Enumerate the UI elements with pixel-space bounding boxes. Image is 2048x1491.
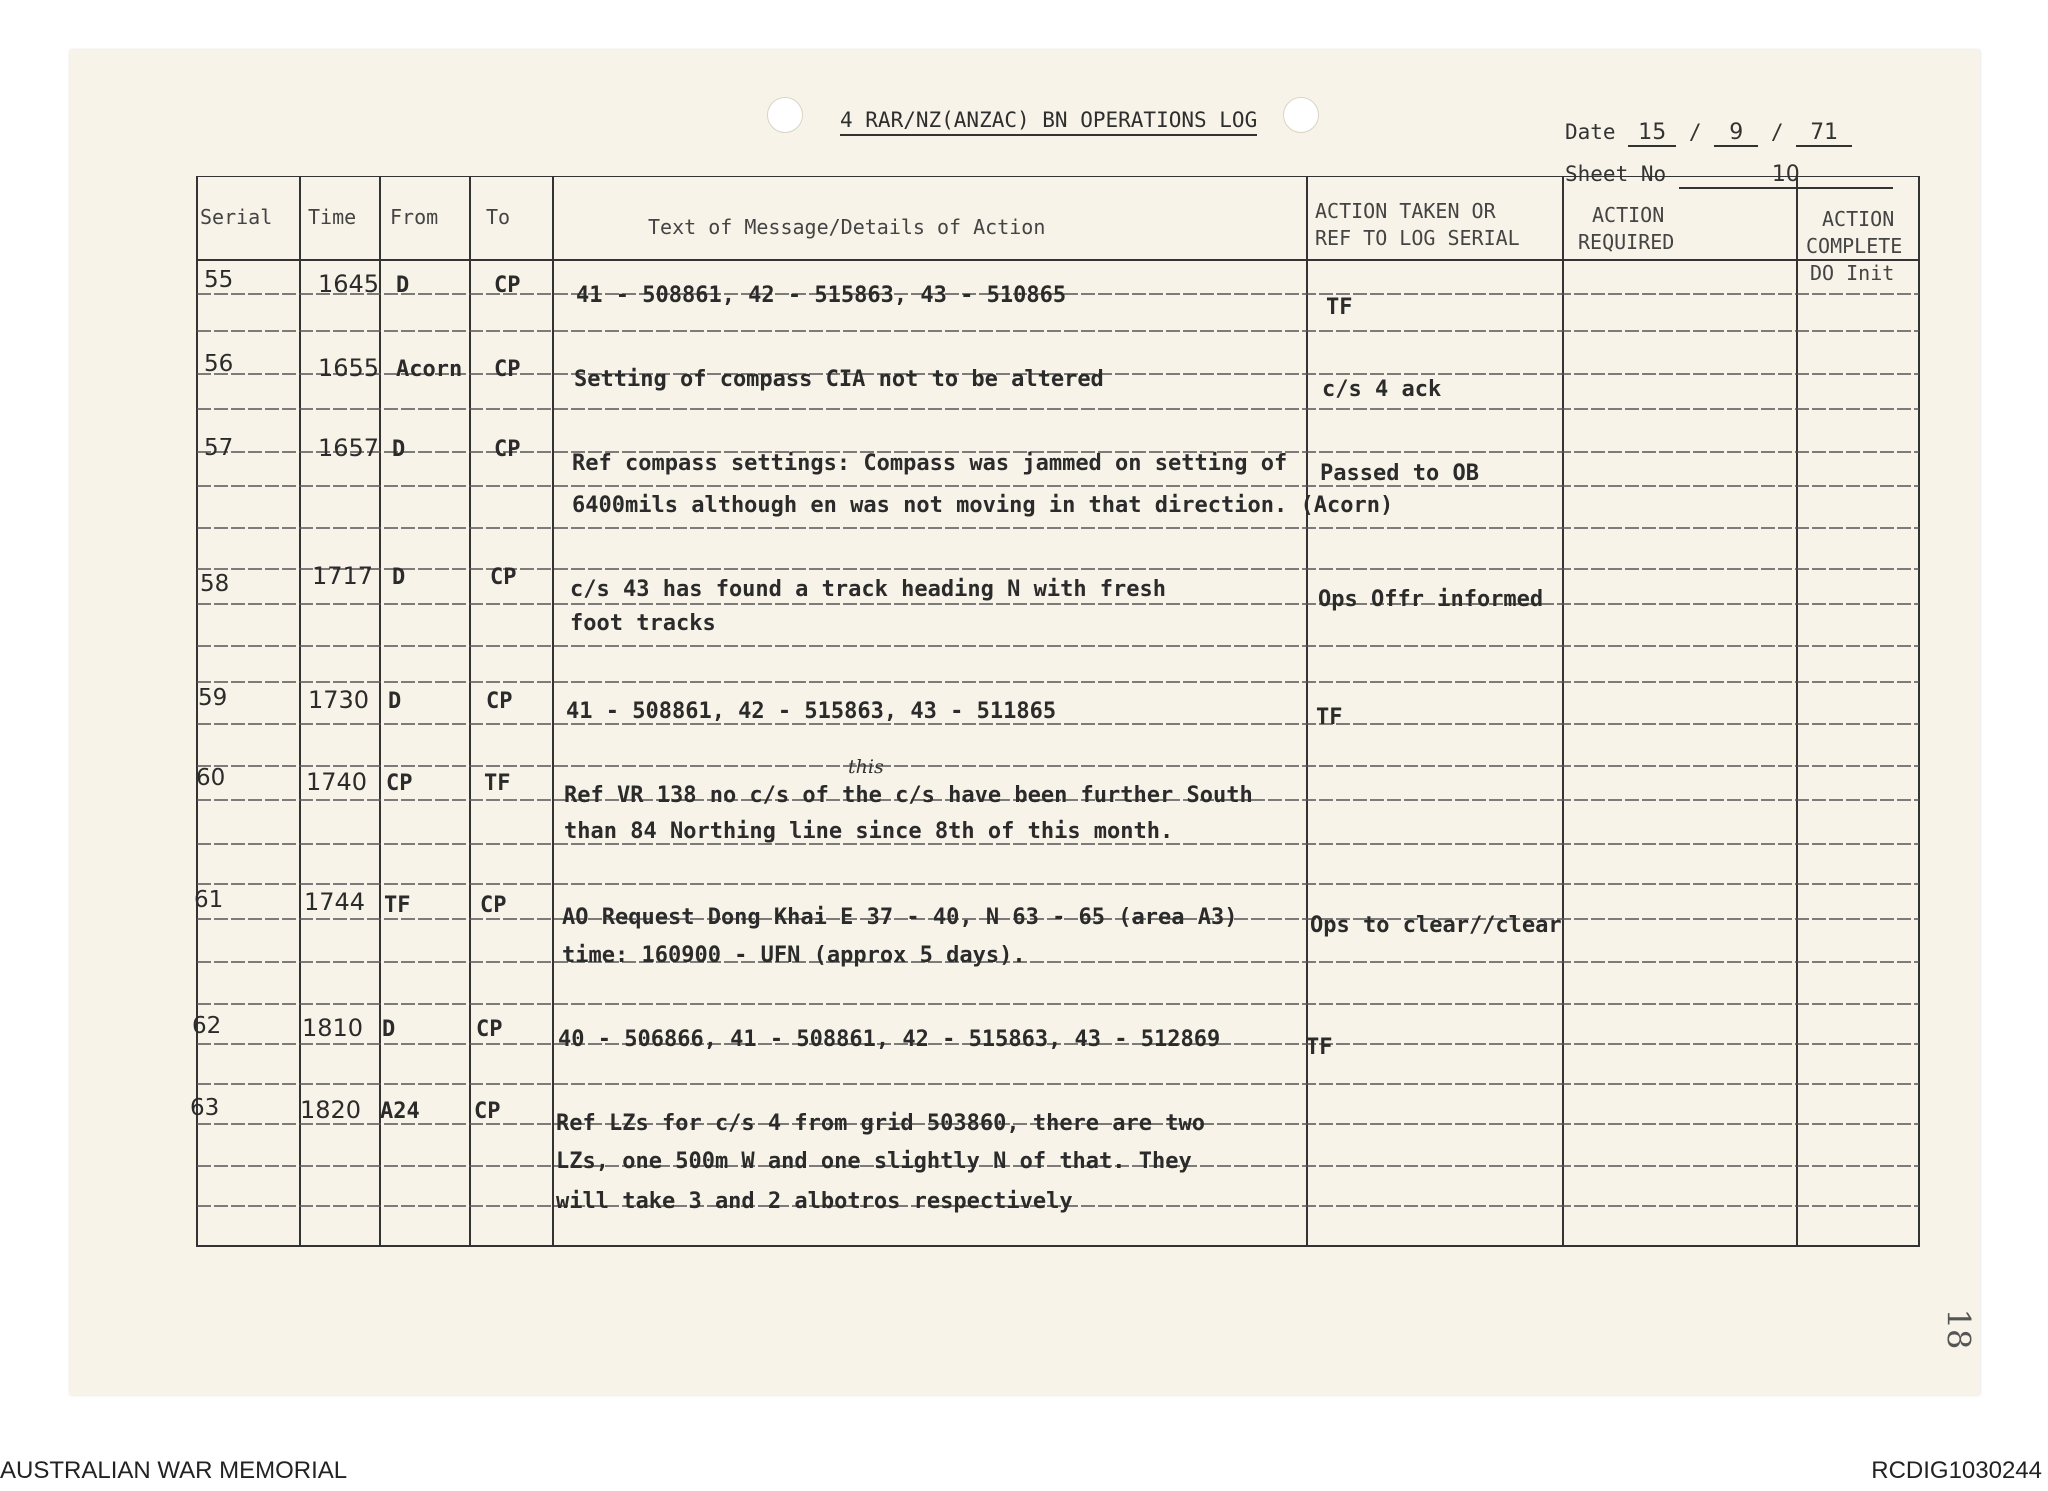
row-from: Acorn: [396, 357, 463, 382]
date-year: 71: [1796, 120, 1852, 147]
row-time: 1810: [302, 1014, 364, 1042]
row-text-line: c/s 43 has found a track heading N with fresh: [570, 577, 1167, 602]
row-text-line: Ref LZs for c/s 4 from grid 503860, there are two: [556, 1111, 1206, 1136]
row-serial: 58: [200, 571, 230, 597]
row-to: CP: [476, 1017, 503, 1042]
row-to: CP: [486, 689, 513, 714]
row-text-line: will take 3 and 2 albotros respectively: [556, 1189, 1073, 1214]
log-title: 4 RAR/NZ(ANZAC) BN OPERATIONS LOG: [840, 108, 1257, 136]
row-action: TF: [1306, 1035, 1333, 1060]
row-time: 1655: [318, 354, 380, 382]
row-time: 1657: [318, 434, 380, 462]
row-from: CP: [386, 771, 413, 796]
row-to: CP: [490, 565, 517, 590]
row-action: Ops Offr informed: [1318, 587, 1544, 612]
col-header-action-taken-line1: ACTION TAKEN OR: [1315, 199, 1496, 223]
row-to: TF: [484, 771, 511, 796]
date-day: 15: [1628, 120, 1676, 147]
col-header-action-complete-line3: DO Init: [1810, 261, 1895, 285]
col-header-from: From: [390, 205, 439, 229]
row-text-line: LZs, one 500m W and one slightly N of that. They: [556, 1149, 1192, 1174]
date-sep-1: /: [1688, 120, 1702, 144]
col-header-action-complete-line1: ACTION: [1822, 207, 1895, 231]
row-from: D: [396, 273, 410, 298]
row-serial: 61: [194, 887, 224, 913]
handwritten-overwrite: this: [848, 756, 884, 778]
row-text-line: 41 - 508861, 42 - 515863, 43 - 511865: [566, 699, 1057, 724]
col-header-time: Time: [308, 205, 357, 229]
sheet-number: 10: [1679, 162, 1893, 189]
row-text-line: Ref VR 138 no c/s of the c/s have been further South: [564, 783, 1253, 808]
row-from: D: [388, 689, 402, 714]
row-text-line: foot tracks: [570, 611, 716, 636]
page-mark: 18: [1939, 1308, 1978, 1350]
row-action: Ops to clear//clear: [1310, 913, 1562, 938]
footer-left: AUSTRALIAN WAR MEMORIAL: [0, 1457, 348, 1484]
col-header-to: To: [486, 205, 511, 229]
col-header-serial: Serial: [200, 205, 273, 229]
row-text-line: Ref compass settings: Compass was jammed on setting of: [572, 451, 1288, 476]
date-month: 9: [1714, 120, 1758, 147]
row-serial: 62: [192, 1013, 222, 1039]
col-header-action-required: [1578, 202, 1674, 256]
row-time: 1740: [306, 768, 368, 796]
row-to: CP: [494, 437, 521, 462]
row-from: TF: [384, 893, 411, 918]
row-time: 1717: [312, 562, 374, 590]
row-time: 1820: [300, 1096, 362, 1124]
row-text-line: AO Request Dong Khai E 37 - 40, N 63 - 65 (area A3): [562, 905, 1238, 930]
row-text-line: 40 - 506866, 41 - 508861, 42 - 515863, 43 - 512869: [558, 1027, 1221, 1052]
date-sep-2: /: [1770, 120, 1784, 144]
row-to: CP: [494, 273, 521, 298]
row-serial: 55: [204, 267, 234, 293]
row-text-line: 6400mils although en was not moving in that direction. (Acorn): [572, 493, 1394, 518]
sheet-label: Sheet No: [1565, 162, 1667, 186]
row-to: CP: [474, 1099, 501, 1124]
row-text-line: Setting of compass CIA not to be altered: [574, 367, 1104, 392]
col-header-action-required-line1: ACTION: [1592, 203, 1665, 227]
row-time: 1744: [304, 888, 366, 916]
col-header-action-taken: [1315, 198, 1520, 252]
row-serial: 57: [204, 435, 234, 461]
row-action: TF: [1326, 295, 1353, 320]
row-from: D: [382, 1017, 396, 1042]
row-text-line: time: 160900 - UFN (approx 5 days).: [562, 943, 1026, 968]
col-header-action-taken-line2: REF TO LOG SERIAL: [1315, 226, 1520, 250]
row-from: D: [392, 565, 406, 590]
col-header-action-required-line2: REQUIRED: [1578, 230, 1675, 254]
row-serial: 56: [204, 351, 234, 377]
row-to: CP: [494, 357, 521, 382]
row-from: D: [392, 437, 406, 462]
row-action: Passed to OB: [1320, 461, 1479, 486]
punch-hole-left: [767, 97, 803, 133]
col-header-action-complete-line2: COMPLETE: [1806, 234, 1903, 258]
row-serial: 60: [196, 765, 226, 791]
punch-hole-right: [1283, 97, 1319, 133]
row-action: TF: [1316, 705, 1343, 730]
row-text-line: than 84 Northing line since 8th of this month.: [564, 819, 1174, 844]
footer-right: RCDIG1030244: [1871, 1457, 2042, 1484]
row-from: A24: [380, 1099, 420, 1124]
row-time: 1645: [318, 270, 380, 298]
row-to: CP: [480, 893, 507, 918]
row-text-line: 41 - 508861, 42 - 515863, 43 - 510865: [576, 283, 1067, 308]
row-serial: 63: [190, 1095, 220, 1121]
row-action: c/s 4 ack: [1322, 377, 1442, 402]
col-header-text: Text of Message/Details of Action: [648, 215, 1046, 239]
date-field: [1565, 120, 1852, 147]
row-serial: 59: [198, 685, 228, 711]
date-label: Date: [1565, 120, 1616, 144]
col-header-action-complete: [1806, 206, 1902, 287]
row-time: 1730: [308, 686, 370, 714]
